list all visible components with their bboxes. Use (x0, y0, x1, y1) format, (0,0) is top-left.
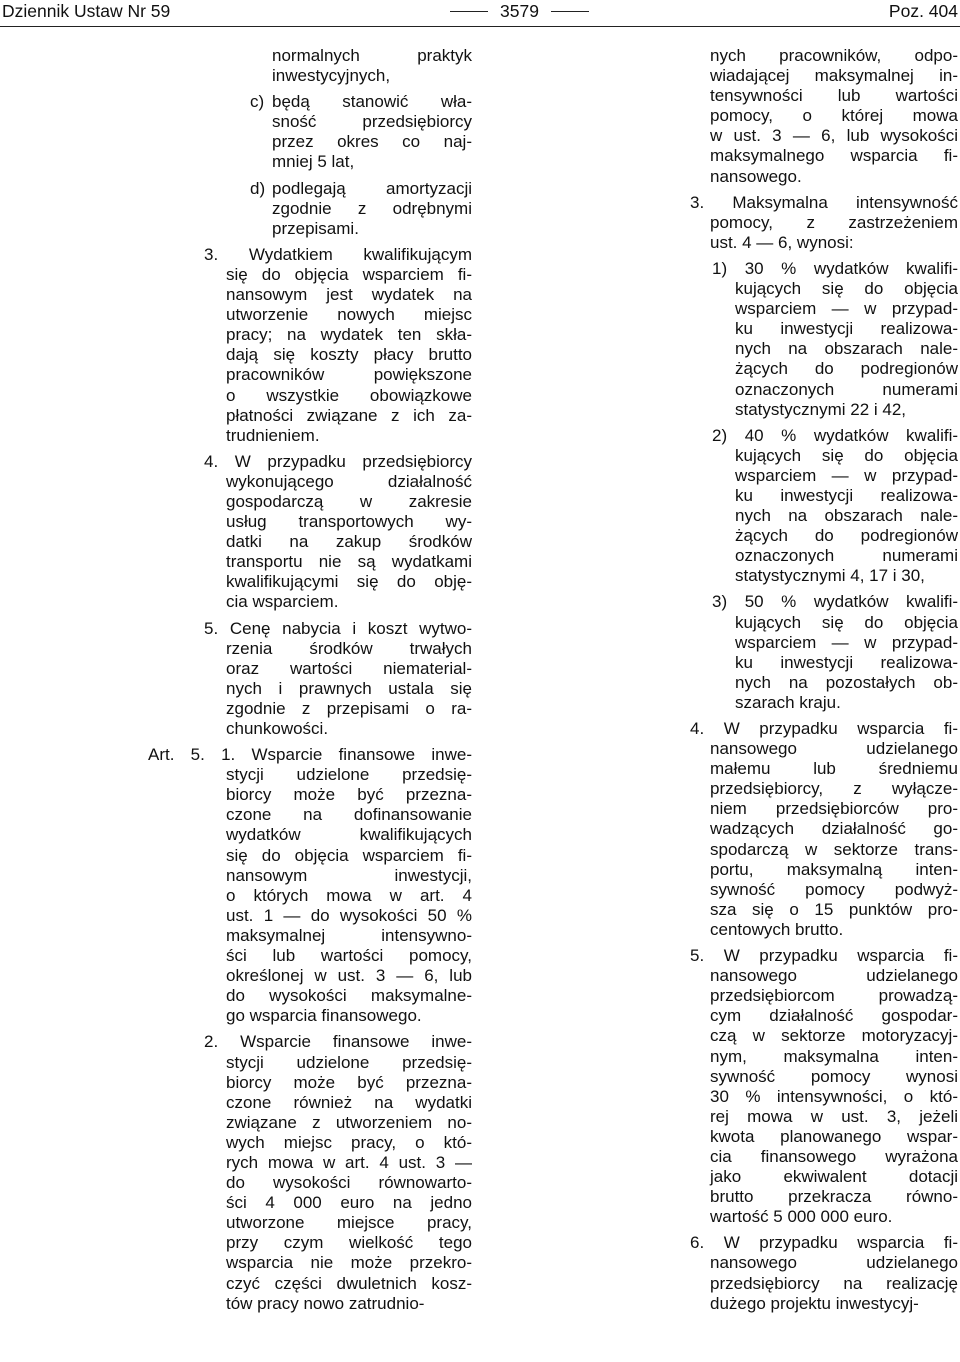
right-item-2-first-line: 2) 40 % wydatków kwalifi- (712, 425, 959, 445)
text-line: biorcy może być przezna- (226, 1072, 472, 1092)
journal-title: Dziennik Ustaw Nr 59 (2, 1, 171, 21)
right-item-1-first-line: 1) 30 % wydatków kwalifi- (712, 258, 959, 278)
text-line: o których mowa w art. 4 (226, 885, 472, 905)
text-line: maksymalnej intensywno- (226, 925, 472, 945)
text-line: wadzących działalność go- (710, 819, 958, 839)
text-line: biorcy może być przezna- (226, 785, 472, 805)
text-line: niem przedsiębiorców pro- (710, 799, 958, 819)
text-line: trudnieniem. (226, 425, 320, 445)
item-c (148, 92, 472, 172)
text-line: zgodnie z odrębnymi (272, 198, 472, 218)
right-paragraph-4 (690, 719, 958, 940)
right-item-3 (690, 592, 958, 713)
text-line: kujących się do objęcia (735, 612, 958, 632)
right-item-3-first-line: 3) 50 % wydatków kwalifi- (712, 592, 959, 612)
text-line: 30 % intensywności, o któ- (710, 1086, 958, 1106)
paragraph-4 (148, 452, 472, 613)
text-line: datki na zakup środków (226, 532, 472, 552)
text-line: kwota planowanego wspar- (710, 1126, 958, 1146)
text-line: żących do podregionów (735, 526, 958, 546)
item-d-label: d) (250, 178, 266, 198)
text-line: utworzenie nowych miejsc (226, 305, 472, 325)
text-line: ku inwestycji realizowa- (735, 485, 958, 505)
text-line: transportu nie są wydatkami (226, 552, 472, 572)
right-item-1 (690, 259, 958, 420)
text-line: wydatków kwalifikujących (226, 825, 472, 845)
text-line: czone również na wydatki (226, 1092, 472, 1112)
text-line: dają się koszty płacy brutto (226, 345, 472, 365)
text-line: ści 4 000 euro na jedno (226, 1193, 472, 1213)
text-line: spodarczą w sektorze trans- (710, 839, 958, 859)
text-line: nym, maksymalna inten- (710, 1046, 958, 1066)
text-line: go wsparcia finansowego. (226, 1006, 422, 1026)
page-header (0, 0, 960, 27)
right-paragraph-6 (690, 1233, 958, 1313)
right-column (690, 46, 958, 1320)
text-line: oraz wartości niematerial- (226, 658, 472, 678)
left-column (148, 46, 472, 1320)
text-line: związane z utworzeniem no- (226, 1112, 472, 1132)
text-line: pomocy, z zastrzeżeniem (710, 212, 958, 232)
text-line: w ust. 3 — 6, lub wysokości (710, 126, 958, 146)
text-line: się do objęcia wsparciem fi- (226, 845, 472, 865)
text-line: cia wsparciem. (226, 592, 339, 612)
item-b-continuation (148, 46, 472, 86)
text-line: statystycznymi 4, 17 i 30, (735, 566, 925, 586)
paragraph-5-first-line: 5. Cenę nabycia i koszt wytwo- (204, 618, 472, 638)
text-line: tensywności lub wartości (710, 86, 958, 106)
text-line: wiadającej maksymalnej in- (710, 66, 958, 86)
article-5-paragraph-2-first-line: 2. Wsparcie finansowe inwe- (204, 1032, 472, 1052)
right-continuation (690, 46, 958, 187)
text-line: będą stanowić wła- (272, 92, 472, 112)
text-line: żących do podregionów (735, 359, 958, 379)
text-line: sywność pomocy wynosi (710, 1066, 958, 1086)
page-number: 3579 (438, 0, 601, 22)
text-line: utworzone miejsce pracy, (226, 1213, 472, 1233)
text-line: dużego projektu inwestycyj- (710, 1293, 919, 1313)
text-line: cia finansowego wyrażona (710, 1146, 958, 1166)
text-line: określonej w ust. 3 — 6, lub (226, 966, 472, 986)
text-line: kujących się do objęcia (735, 279, 958, 299)
text-line: rzenia środków trwałych (226, 638, 472, 658)
text-line: nych na obszarach nale- (735, 506, 958, 526)
text-line: gospodarczą w zakresie (226, 491, 472, 511)
text-line: stycji udzielone przedsię- (226, 765, 472, 785)
text-line: sywność pomocy podwyż- (710, 879, 958, 899)
text-line: ku inwestycji realizowa- (735, 319, 958, 339)
text-line: nansowego udzielanego (710, 966, 958, 986)
text-line: kwalifikującymi się do obję- (226, 572, 472, 592)
text-line: wsparcia nie może przekro- (226, 1253, 472, 1273)
text-line: nansowego udzielanego (710, 739, 958, 759)
paragraph-4-first-line: 4. W przypadku przedsiębiorcy (204, 451, 472, 471)
text-line: o wszystkie obowiązkowe (226, 385, 472, 405)
text-line: maksymalnego wsparcia fi- (710, 146, 958, 166)
right-item-2 (690, 426, 958, 587)
text-line: kujących się do objęcia (735, 445, 958, 465)
text-line: czą w sektorze motoryzacyj- (710, 1026, 958, 1046)
text-line: nych na obszarach nale- (735, 339, 958, 359)
article-5-first-line: Art. 5. 1. Wsparcie finansowe inwe- (148, 745, 472, 765)
paragraph-3 (148, 245, 472, 446)
text-line: zgodnie z przepisami o ra- (226, 698, 472, 718)
text-line: pomocy, o której mowa (710, 106, 958, 126)
text-line: wartość 5 000 000 euro. (710, 1207, 893, 1227)
text-line: małemu lub średniemu (710, 759, 958, 779)
text-line: pracy; na wydatek ten skła- (226, 325, 472, 345)
text-line: mniej 5 lat, (272, 152, 355, 172)
text-line: wsparciem — w przypad- (735, 465, 958, 485)
text-line: przez okres co naj- (272, 132, 472, 152)
text-line: się do objęcia wsparciem fi- (226, 264, 472, 284)
text-line: czone na dofinansowanie (226, 805, 472, 825)
text-line: inwestycyjnych, (272, 66, 391, 86)
text-line: nych pracowników, odpo- (710, 46, 958, 65)
text-line: rej mowa w ust. 3, jeżeli (710, 1106, 958, 1126)
text-line: chunkowości. (226, 719, 329, 738)
text-line: podlegają amortyzacji (272, 178, 472, 198)
text-line: przedsiębiorcy na realizację (710, 1273, 958, 1293)
text-line: normalnych praktyk (272, 46, 472, 65)
right-paragraph-5 (690, 946, 958, 1227)
text-line: sza się o 15 punktów pro- (710, 899, 958, 919)
text-line: brutto przekracza równo- (710, 1187, 958, 1207)
text-line: wsparciem — w przypad- (735, 299, 958, 319)
text-line: ust. 4 — 6, wynosi: (710, 232, 854, 252)
article-5-paragraph-2 (148, 1032, 472, 1313)
text-line: pracowników powiększone (226, 365, 472, 385)
text-line: nansowym jest wydatek na (226, 285, 472, 305)
text-line: cym działalność gospodar- (710, 1006, 958, 1026)
text-line: płatności związane z ich za- (226, 405, 472, 425)
text-line: nansowego udzielanego (710, 1253, 958, 1273)
text-line: nych i prawnych ustala się (226, 678, 472, 698)
text-line: jako ekwiwalent dotacji (710, 1167, 958, 1187)
text-line: rych mowa w art. 4 ust. 3 — (226, 1152, 472, 1172)
text-line: czyć części dwuletnich kosz- (226, 1273, 472, 1293)
text-line: oznaczonych numerami (735, 379, 958, 399)
text-line: przepisami. (272, 218, 359, 238)
text-line: sność przedsiębiorcy (272, 112, 472, 132)
text-line: ści lub wartości pomocy, (226, 946, 472, 966)
text-line: usług transportowych wy- (226, 512, 472, 532)
text-line: stycji udzielone przedsię- (226, 1052, 472, 1072)
right-paragraph-4-first-line: 4. W przypadku wsparcia fi- (690, 719, 958, 738)
text-line: centowych brutto. (710, 919, 844, 939)
text-line: przy czym wielkość tego (226, 1233, 472, 1253)
text-line: przedsiębiorcy, z wyłącze- (710, 779, 958, 799)
text-line: wykonującego działalność (226, 471, 472, 491)
right-paragraph-5-first-line: 5. W przypadku wsparcia fi- (690, 946, 958, 966)
text-line: tów pracy nowo zatrudnio- (226, 1293, 425, 1313)
text-line: przedsiębiorcom prowadzą- (710, 986, 958, 1006)
text-line: wsparciem — w przypad- (735, 632, 958, 652)
position-number: Poz. 404 (888, 1, 958, 21)
right-paragraph-6-first-line: 6. W przypadku wsparcia fi- (690, 1233, 958, 1253)
text-line: wych miejsc pracy, o któ- (226, 1132, 472, 1152)
paragraph-3-first-line: 3. Wydatkiem kwalifikującym (204, 244, 472, 264)
item-c-label: c) (250, 92, 265, 112)
right-paragraph-3-first-line: 3. Maksymalna intensywność (690, 192, 958, 212)
item-d (148, 179, 472, 239)
article-5-paragraph-1 (148, 745, 472, 1026)
right-paragraph-3 (690, 193, 958, 253)
text-line: nych na pozostałych ob- (735, 672, 958, 692)
text-line: statystycznymi 22 i 42, (735, 399, 907, 419)
text-line: do wysokości równowarto- (226, 1173, 472, 1193)
text-line: nansowym inwestycji, (226, 865, 472, 885)
text-line: nansowego. (710, 166, 802, 186)
paragraph-5 (148, 619, 472, 740)
text-line: oznaczonych numerami (735, 546, 958, 566)
text-line: portu, maksymalną inten- (710, 859, 958, 879)
text-line: ust. 1 — do wysokości 50 % (226, 905, 472, 925)
text-line: ku inwestycji realizowa- (735, 652, 958, 672)
text-line: szarach kraju. (735, 692, 841, 712)
text-line: do wysokości maksymalne- (226, 986, 472, 1006)
